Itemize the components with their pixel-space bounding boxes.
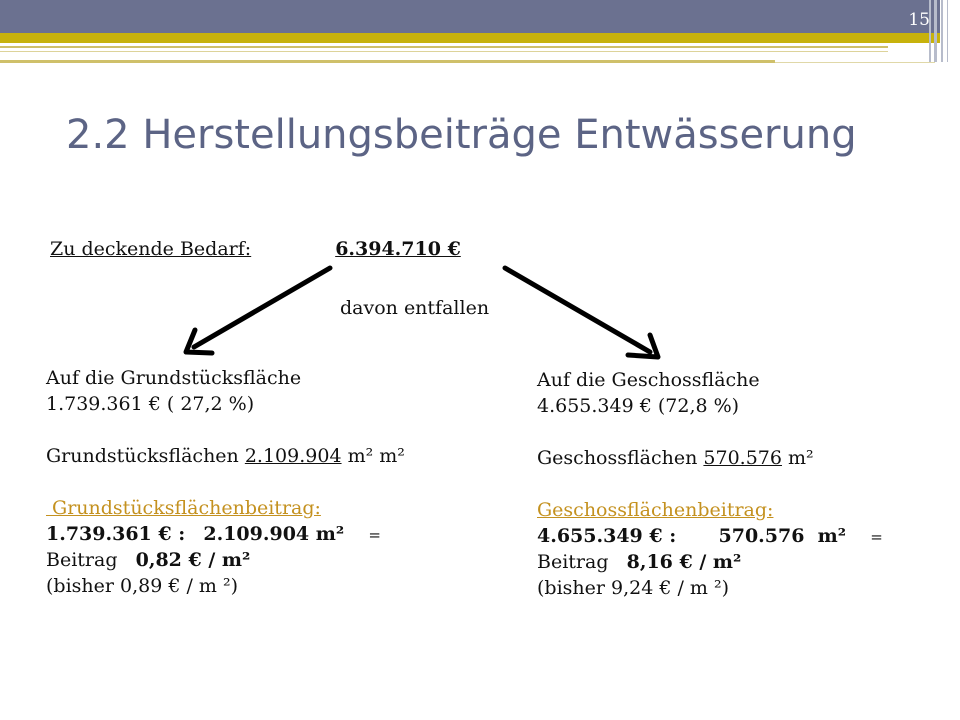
grundstueck-area-line (46, 443, 405, 469)
geschoss-area-unit: m² (788, 447, 814, 469)
grundstueck-column (46, 365, 405, 599)
geschoss-area-value: 570.576 (703, 447, 782, 469)
geschoss-column (537, 367, 883, 601)
geschoss-beitrag-label: Beitrag (537, 551, 609, 573)
geschoss-calc-b: 570.576 m² (718, 525, 847, 547)
geschoss-amount: 4.655.349 € (72,8 %) (537, 395, 740, 417)
geschoss-equals: = (870, 528, 883, 546)
grundstueck-calc-a: 1.739.361 € : (46, 523, 186, 545)
arrow-left (194, 268, 330, 347)
grundstueck-rate-label: Grundstücksflächenbeitrag: (46, 497, 321, 519)
grundstueck-beitrag-value: 0,82 € / m² (135, 549, 251, 571)
grundstueck-equals: = (368, 526, 381, 544)
bedarf-label: Zu deckende Bedarf: (50, 238, 252, 260)
geschoss-calc-a: 4.655.349 € : (537, 525, 677, 547)
slide-number: 15 (908, 10, 930, 30)
arrow-right (505, 268, 650, 352)
grundstueck-area-value: 2.109.904 (244, 445, 342, 467)
split-label: davon entfallen (340, 297, 490, 319)
grundstueck-beitrag-label: Beitrag (46, 549, 118, 571)
grundstueck-area-unit: m² m² (347, 445, 405, 467)
grundstueck-amount: 1.739.361 € ( 27,2 %) (46, 393, 255, 415)
grundstueck-beitrag (46, 547, 405, 573)
grundstueck-calc (46, 521, 405, 547)
geschoss-heading: Auf die Geschossfläche (537, 369, 760, 391)
geschoss-calc (537, 523, 883, 549)
geschoss-beitrag-value: 8,16 € / m² (626, 551, 742, 573)
grundstueck-area-label: Grundstücksflächen (46, 445, 239, 467)
grundstueck-bisher: (bisher 0,89 € / m ²) (46, 575, 239, 597)
bedarf-value: 6.394.710 € (335, 238, 461, 260)
geschoss-rate-label: Geschossflächenbeitrag: (537, 499, 774, 521)
grundstueck-calc-b: 2.109.904 m² (203, 523, 345, 545)
slide-title: 2.2 Herstellungsbeiträge Entwässerung (66, 112, 857, 158)
grundstueck-heading: Auf die Grundstücksfläche (46, 367, 302, 389)
geschoss-area-label: Geschossflächen (537, 447, 698, 469)
geschoss-bisher: (bisher 9,24 € / m ²) (537, 577, 730, 599)
geschoss-area-line (537, 445, 883, 471)
geschoss-beitrag (537, 549, 883, 575)
